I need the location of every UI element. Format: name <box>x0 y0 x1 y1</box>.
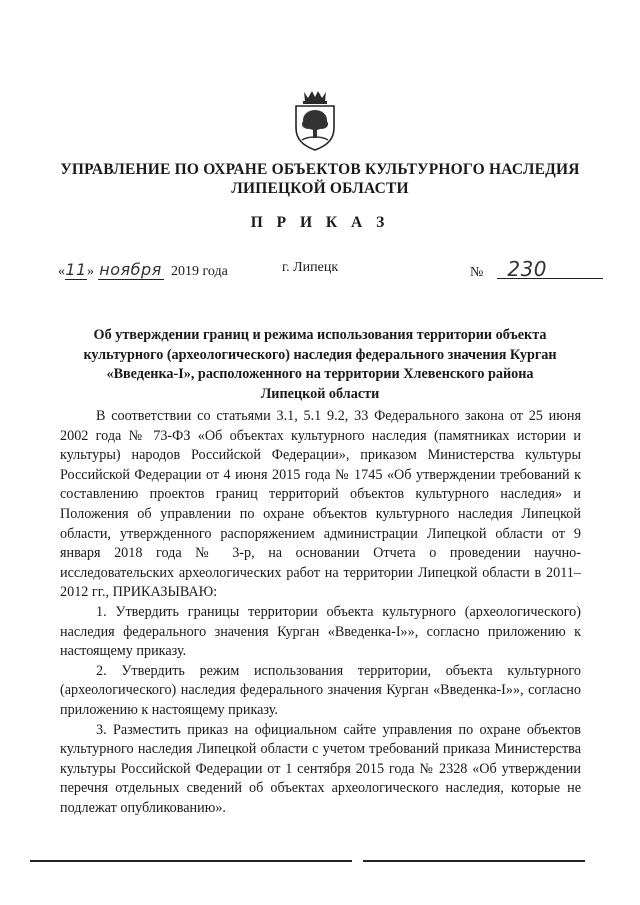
date-month-handwritten: ноября <box>99 260 162 279</box>
order-date <box>58 260 228 280</box>
order-number <box>470 257 603 281</box>
city: г. Липецк <box>282 260 339 275</box>
order-body <box>60 407 581 818</box>
order-item-2: 2. Утвердить режим использования территории, объекта культурного (археологического) наследия федерального значения Курган «Введенка-I»», согласно приложению к настоящему приказу. <box>60 662 581 718</box>
agency-name <box>40 160 600 198</box>
agency-line: УПРАВЛЕНИЕ ПО ОХРАНЕ ОБЪЕКТОВ КУЛЬТУРНОГО НАСЛЕДИЯ <box>60 161 580 178</box>
agency-line: ЛИПЕЦКОЙ ОБЛАСТИ <box>231 180 409 197</box>
number-handwritten: 230 <box>497 260 603 279</box>
subject-line: Липецкой области <box>260 385 380 402</box>
date-day-handwritten: 11 <box>65 260 87 279</box>
date-close-quote: » <box>87 264 94 279</box>
order-meta-row <box>58 258 588 284</box>
subject-line: культурного (археологического) наследия федерального значения Курган <box>83 346 557 363</box>
order-item-3: 3. Разместить приказ на официальном сайте управления по охране объектов культурного наследия Липецкой области с учетом требований приказа Министерства культуры Российской Федерации от 1 сентября 2015 года № 2328 «Об утверждении перечня отдельных сведений об объектах археологического наследия, которые не подлежат опубликованию». <box>60 721 581 816</box>
document-type: П Р И К А З <box>250 214 390 231</box>
page-bottom-rule <box>30 860 585 862</box>
preamble-paragraph: В соответствии со статьями 3.1, 5.1 9.2, 33 Федерального закона от 25 июня 2002 года № 73-ФЗ «Об объектах культурного наследия (памятниках истории и культуры) народов Российской Федерации», приказом Министерства культуры Российской Федерации от 4 июня 2015 года № 1745 «Об утверждении требований к составлению проектов границ территорий объектов культурного наследия» и Положения об управлении по охране объектов культурного наследия Липецкой области, утвержденного распоряжением администрации Липецкой области от 9 января 2018 года № 3-р, на основании Отчета о проведении научно-исследовательских археологических работ на территории Липецкой области в 2011–2012 гг., ПРИКАЗЫВАЮ: <box>60 408 581 601</box>
order-subject <box>60 326 580 404</box>
subject-line: Об утверждении границ и режима использования территории объекта <box>93 327 547 343</box>
order-item-1: 1. Утвердить границы территории объекта культурного (археологического) наследия федерального значения Курган «Введенка-I»», согласно приложению к настоящему приказу. <box>60 603 581 660</box>
date-open-quote: « <box>58 264 65 279</box>
date-year: 2019 года <box>171 264 228 279</box>
coat-of-arms-icon <box>290 88 340 152</box>
number-label: № <box>470 265 484 280</box>
subject-line: «Введенка-I», расположенного на территории Хлевенского района <box>106 366 534 382</box>
